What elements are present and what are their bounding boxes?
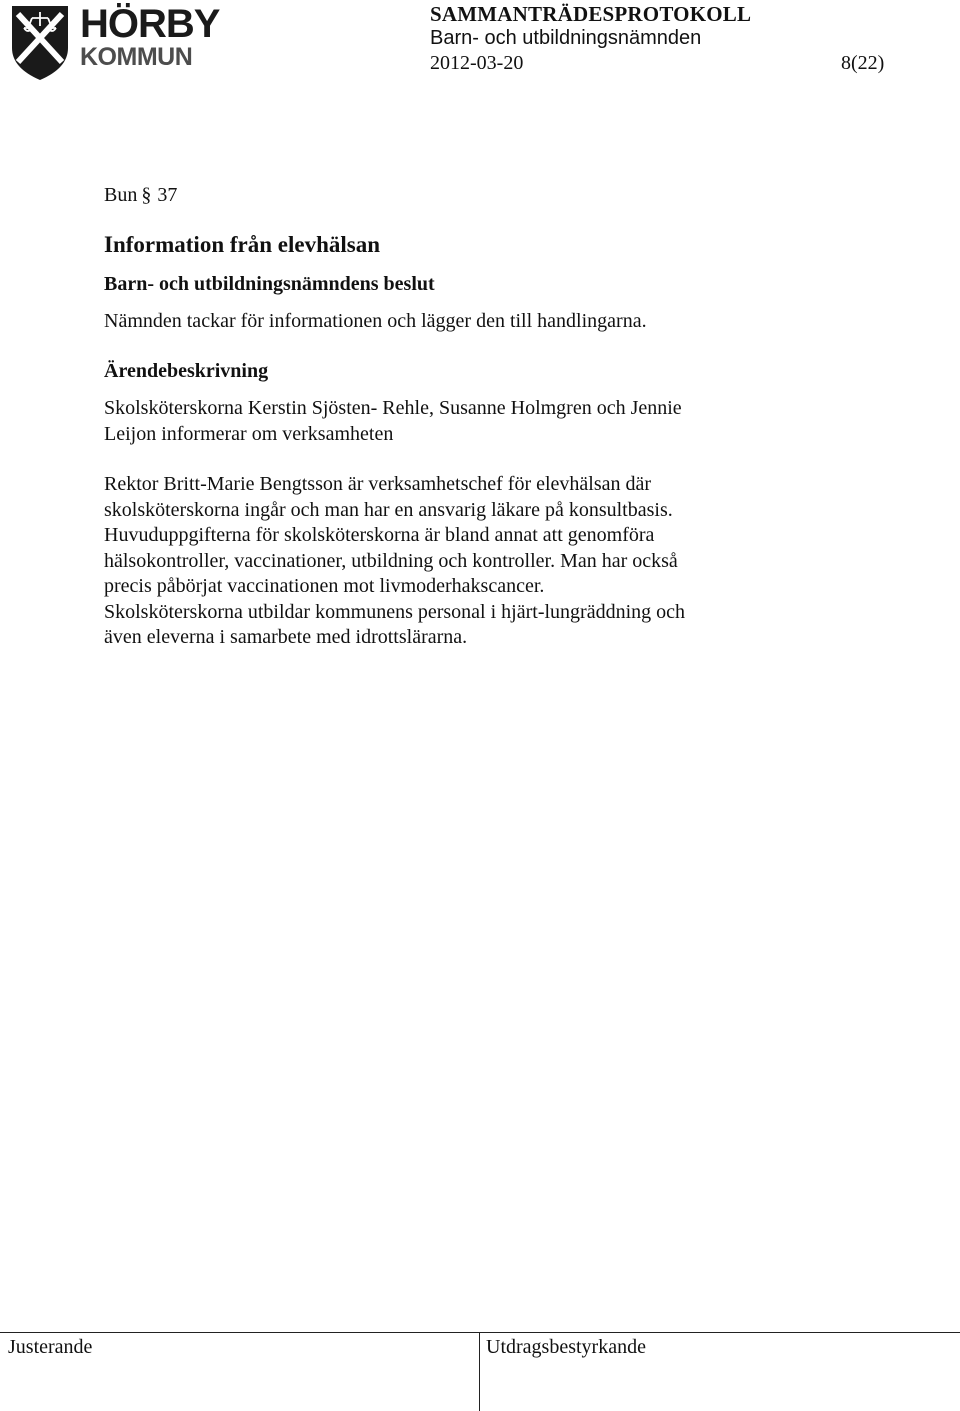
description-paragraph-2 — [104, 472, 804, 651]
section-symbol: § — [141, 184, 152, 206]
meeting-date: 2012-03-20 — [430, 52, 524, 74]
paragraph-reference — [104, 184, 177, 207]
page-number: 8(22) — [841, 52, 885, 74]
item-title: Information från elevhälsan — [104, 232, 380, 257]
description-heading: Ärendebeskrivning — [104, 360, 269, 382]
logo-subtitle: KOMMUN — [80, 43, 193, 71]
adjuster-label: Justerande — [8, 1336, 93, 1358]
text-line: hälsokontroller, vaccinationer, utbildning och kontroller. Man har också — [104, 549, 678, 572]
text-line: även eleverna i samarbete med idrottslärarna. — [104, 626, 468, 648]
logo-name: HÖRBY — [80, 2, 220, 46]
description-paragraph-1 — [104, 396, 804, 447]
board-name: Barn- och utbildningsnämnden — [430, 27, 702, 49]
text-line: Leijon informerar om verksamheten — [104, 422, 394, 445]
decision-heading: Barn- och utbildningsnämndens beslut — [104, 273, 435, 295]
decision-text: Nämnden tackar för informationen och lägger den till handlingarna. — [104, 310, 647, 332]
section-number: 37 — [157, 184, 178, 206]
municipality-logo — [10, 2, 220, 84]
text-line: skolsköterskorna ingår och man har en ansvarig läkare på konsultbasis. — [104, 498, 673, 521]
text-line: Skolsköterskorna utbildar kommunens personal i hjärt-lungräddning och — [104, 600, 686, 623]
extract-certification-label: Utdragsbestyrkande — [486, 1336, 646, 1358]
text-line: precis påbörjat vaccinationen mot livmoderhakscancer. — [104, 575, 545, 597]
text-line: Skolsköterskorna Kerstin Sjösten- Rehle, Susanne Holmgren och Jennie — [104, 397, 682, 419]
logo-wordmark — [80, 2, 220, 71]
signature-footer — [0, 1332, 960, 1411]
text-line: Rektor Britt-Marie Bengtsson är verksamhetschef för elevhälsan där — [104, 473, 652, 495]
coat-of-arms-icon — [10, 4, 70, 82]
footer-divider — [479, 1333, 480, 1411]
body-abbreviation: Bun — [104, 184, 138, 206]
document-type: SAMMANTRÄDESPROTOKOLL — [430, 2, 752, 26]
text-line: Huvuduppgifterna för skolsköterskorna är bland annat att genomföra — [104, 524, 655, 546]
